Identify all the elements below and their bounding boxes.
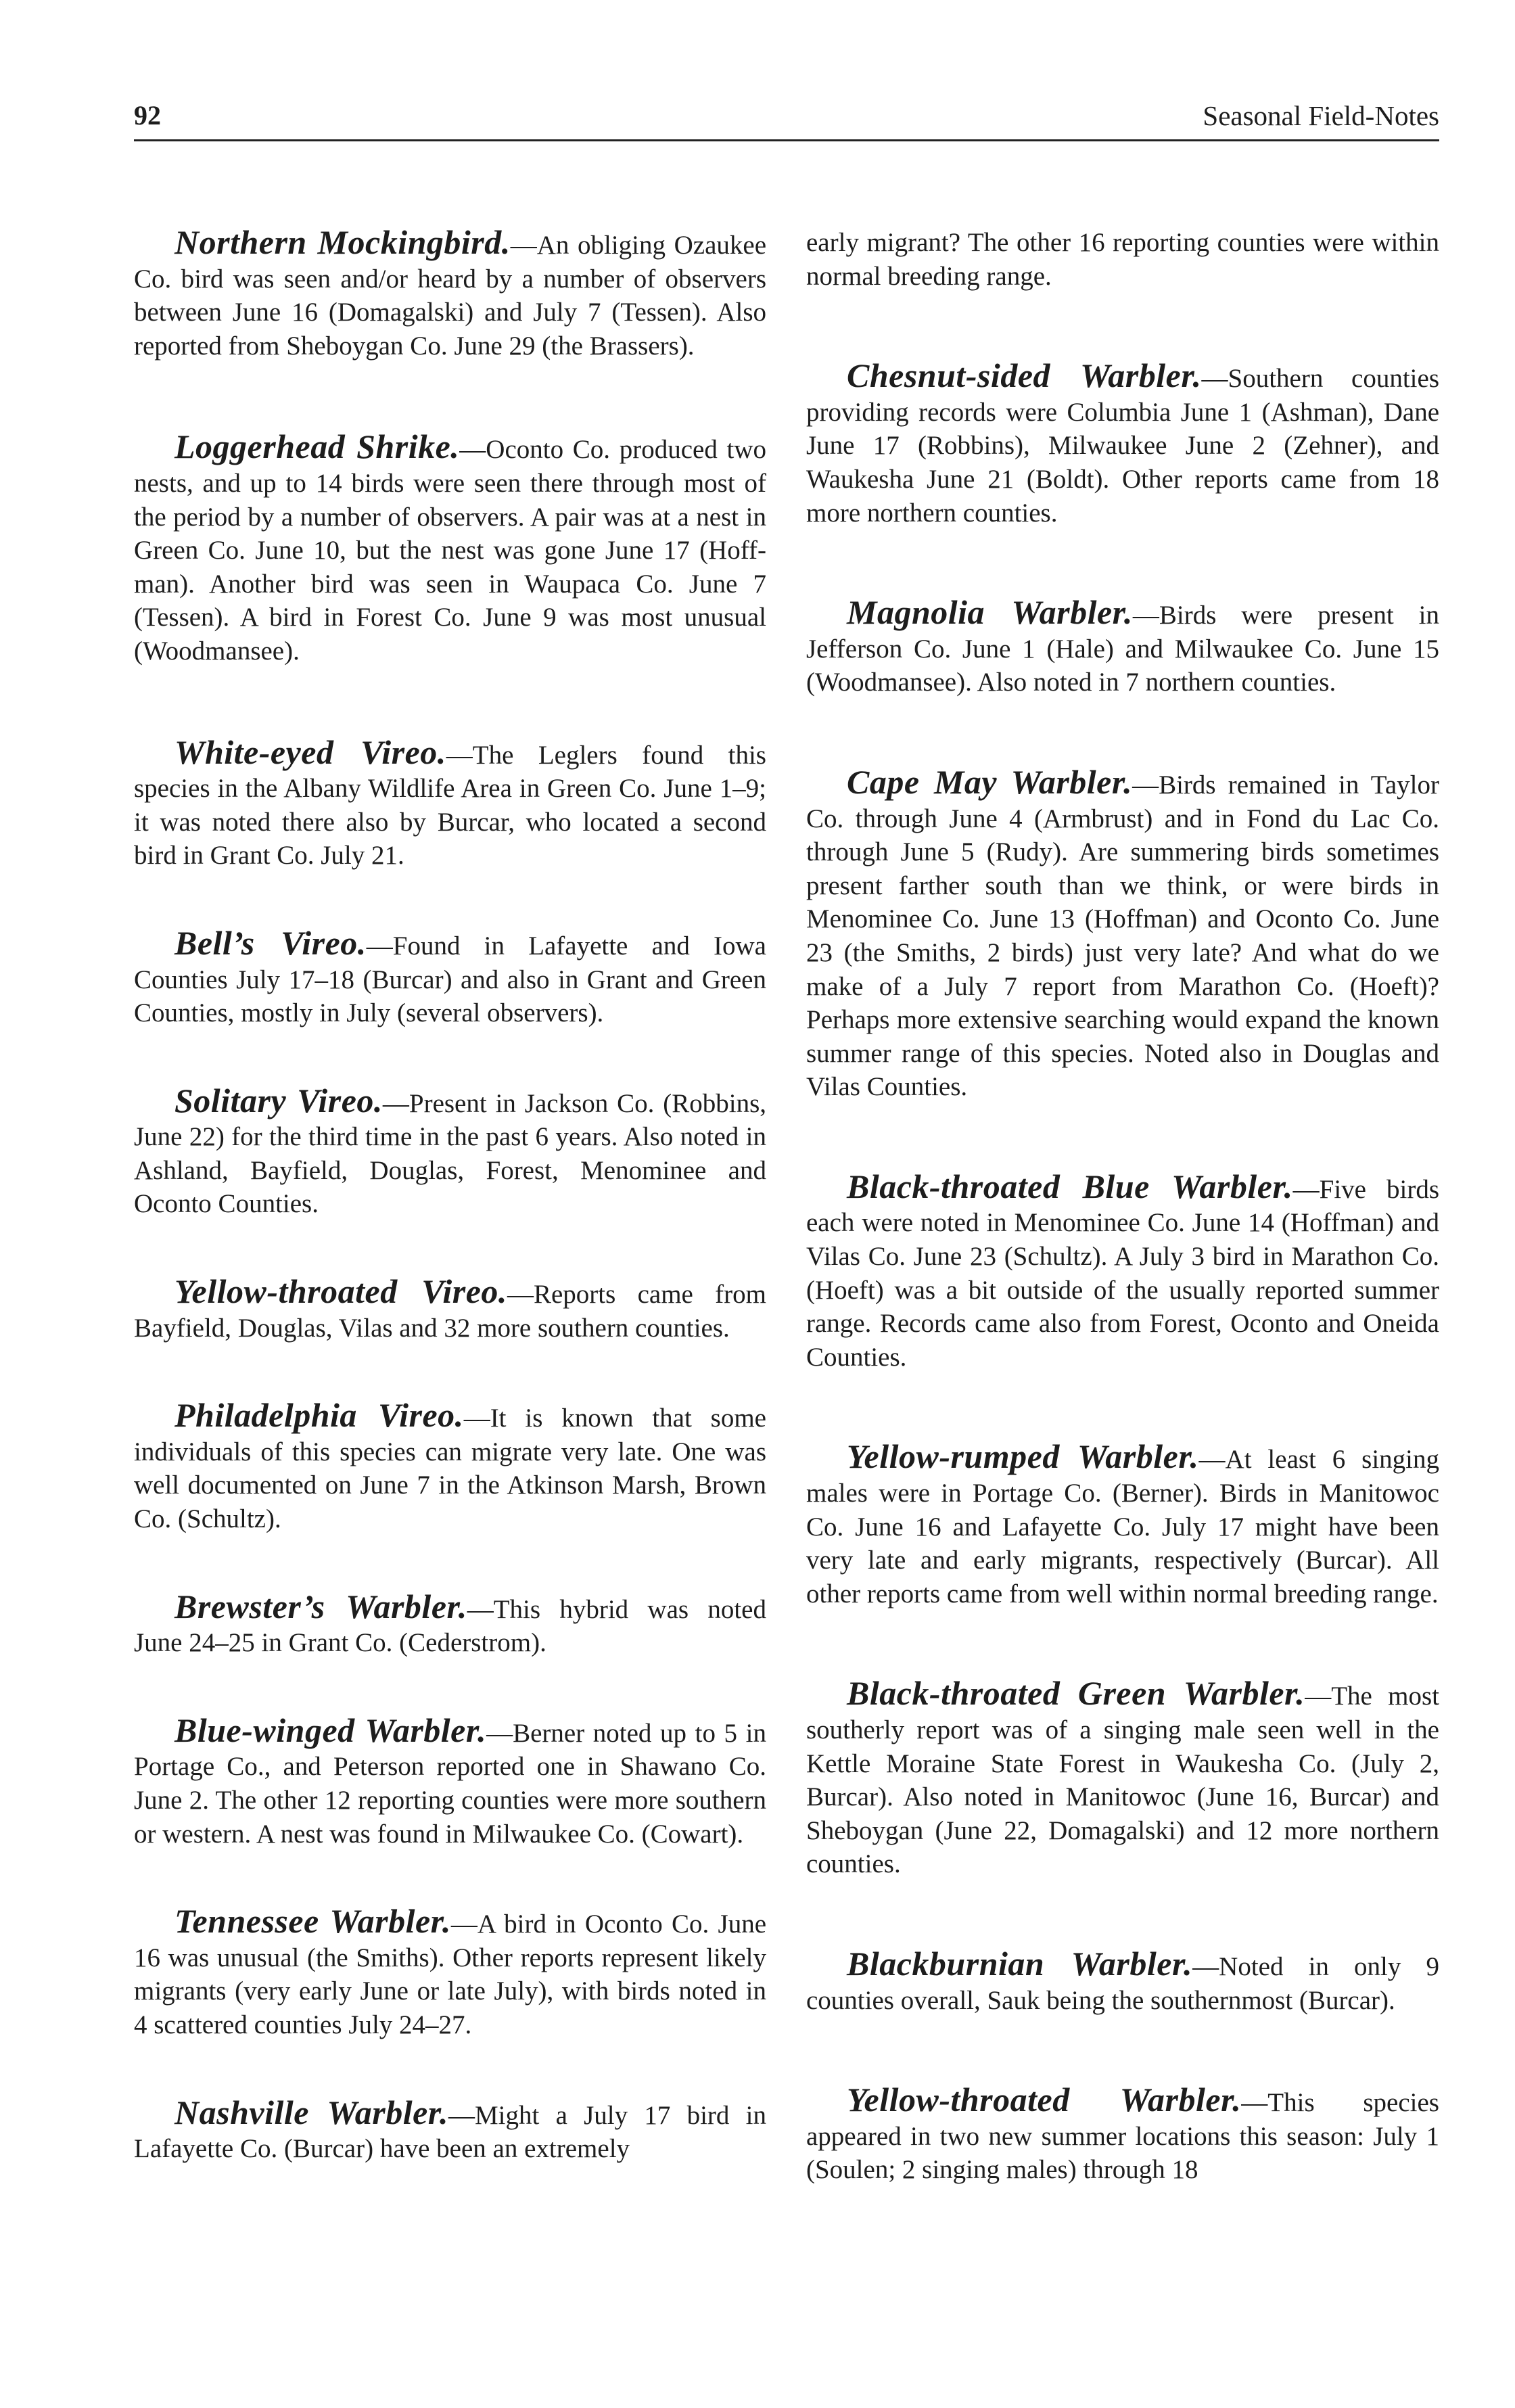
species-text: —Five birds each were noted in Menominee Co. June 14 (Hoffman) and Vilas Co. June 23 (Schultz). A July 3 bird in Marathon Co. (Hoeft) was a bit outside of the usually reported summer range. Records came also from Forest, Oconto and Oneida Counties. [806,1174,1439,1372]
species-name: Nashville Warbler. [174,2093,448,2131]
species-name: Loggerhead Shrike. [174,427,460,466]
species-name: Black-throated Blue Warbler. [847,1167,1293,1205]
species-text: —Reports came from Bayfield, Douglas, Vilas and 32 more southern counties. [134,1280,766,1343]
species-text: —The most southerly report was of a singing male seen well in the Kettle Moraine State Forest in Waukesha Co. (July 2, Burcar). Also noted in Manitowoc (June 16, Burcar) and Sheboygan (June 22, Domagalski) and 12 more northern counties. [806,1682,1439,1879]
species-entry [806,1944,1440,2017]
right-column [806,226,1439,2253]
species-name: White-eyed Vireo. [174,733,446,771]
species-entry [134,1081,766,1221]
species-name: Solitary Vireo. [174,1081,383,1119]
species-entry [806,1167,1439,1374]
species-entry [134,1396,766,1535]
running-head: Seasonal Field-Notes [1203,100,1439,131]
species-entry [806,2083,1439,2187]
species-text: —This hybrid was noted June 24–25 in Grant Co. (Cederstrom). [134,1594,766,1658]
species-name: Black-throated Green Warbler. [847,1674,1305,1713]
species-name: Brewster’s Warbler. [174,1587,467,1625]
continued-text: early migrant? The other 16 reporting counties were within normal breeding range. [806,228,1439,291]
species-name: Chesnut-sided Warbler. [847,356,1202,395]
species-text: —An obliging Ozaukee Co. bird was seen and/or heard by a number of observers between June 16 (Domagalski) and July 7 (Tessen). Also reported from Sheboygan Co. June 29 (the Brassers). [134,231,766,361]
species-name: Blue-winged Warbler. [174,1711,487,1749]
species-entry [806,1437,1439,1611]
species-name: Tennessee Warbler. [174,1902,451,1941]
species-name: Yellow-rumped Warbler. [847,1437,1199,1476]
species-name: Cape May Warbler. [847,762,1133,801]
page-header [134,99,1439,139]
species-text: —Southern counties providing records were Columbia June 1 (Ashman), Dane June 17 (Robbins), Milwaukee June 2 (Zehner), and Waukesha June 21 (Boldt). Other reports came from 18 more northern counties. [806,364,1440,528]
species-name: Philadelphia Vireo. [174,1396,464,1435]
species-text: —Present in Jackson Co. (Robbins, June 22) for the third time in the past 6 years. Also noted in Ashland, Bayfield, Douglas, Forest, Menominee and Oconto Counties. [134,1088,766,1219]
species-text: —A bird in Oconto Co. June 16 was unusual (the Smiths). Other reports represent likely migrants (very early June or late July), with birds noted in 4 scattered counties July 24–27. [134,1909,766,2039]
species-entry [806,1674,1439,1881]
species-entry [134,1272,766,1345]
left-column [134,223,766,2220]
species-name: Northern Mockingbird. [174,223,511,261]
species-text: —Berner noted up to 5 in Portage Co., and Peterson reported one in Shawano Co. June 2. The other 12 reporting counties were more southern or western. A nest was found in Milwaukee Co. (Cowart). [134,1718,766,1849]
header-rule [134,139,1439,141]
species-name: Magnolia Warbler. [847,593,1133,632]
species-text: —At least 6 singing males were in Portage Co. (Berner). Birds in Manitowoc Co. June 16 and Lafayette Co. July 17 might have been very late and early migrants, respectively (Burcar). All other reports came from well within normal breeding range. [806,1445,1439,1608]
species-entry [134,923,766,1030]
species-text: —This species appeared in two new summer locations this season: July 1 (Soulen; 2 singing males) through 18 [806,2088,1439,2185]
species-text: —Might a July 17 bird in Lafayette Co. (Burcar) have been an extremely [134,2100,766,2164]
species-entry [134,2093,766,2166]
species-text: —Birds remained in Taylor Co. through June 4 (Armbrust) and in Fond du Lac Co. through June 5 (Rudy). Are summering birds sometimes present farther south than we think, or were birds in Menominee Co. June 13 (Hoffman) and Oconto Co. June 23 (the Smiths, 2 birds) just very late? And what do we make of a July 7 report from Marathon Co. (Hoeft)? Perhaps more extensive searching would expand the known summer range of this species. Noted also in Douglas and Vilas Counties. [806,770,1439,1102]
species-entry [134,733,766,873]
species-name: Blackburnian Warbler. [847,1944,1193,1983]
species-entry [134,427,766,668]
species-entry [806,356,1440,530]
species-entry [806,593,1439,699]
species-entry [134,223,766,363]
species-name: Bell’s Vireo. [174,923,367,962]
species-text: —It is known that some individuals of this species can migrate very late. One was well documented on June 7 in the Atkinson Marsh, Brown Co. (Schultz). [134,1404,766,1534]
species-text: —Noted in only 9 counties overall, Sauk being the southernmost (Burcar). [806,1951,1440,2015]
species-text: —The Leglers found this species in the Albany Wildlife Area in Green Co. June 1–9; it was noted there also by Burcar, who located a second bird in Grant Co. July 21. [134,740,766,871]
species-entry [134,1587,766,1660]
species-name: Yellow-throated Vireo. [174,1272,507,1311]
page-number: 92 [134,100,161,131]
species-entry [806,762,1439,1104]
species-text: —Birds were present in Jefferson Co. June 1 (Hale) and Milwaukee Co. June 15 (Woodmansee). Also noted in 7 northern counties. [806,601,1439,697]
species-text: —Oconto Co. produced two nests, and up to 14 birds were seen there through most of the period by a number of observers. A pair was at a nest in Green Co. June 10, but the nest was gone June 17 (Hoffman). Another bird was seen in Waupaca Co. June 7 (Tessen). A bird in Forest Co. June 9 was most unusual (Woodmansee). [134,435,766,666]
species-name: Yellow-throated Warbler. [847,2081,1242,2119]
species-entry [134,1711,766,1851]
species-text: —Found in Lafayette and Iowa Counties July 17–18 (Burcar) and also in Grant and Green Counties, mostly in July (several observers). [134,931,766,1028]
species-entry [134,1902,766,2041]
